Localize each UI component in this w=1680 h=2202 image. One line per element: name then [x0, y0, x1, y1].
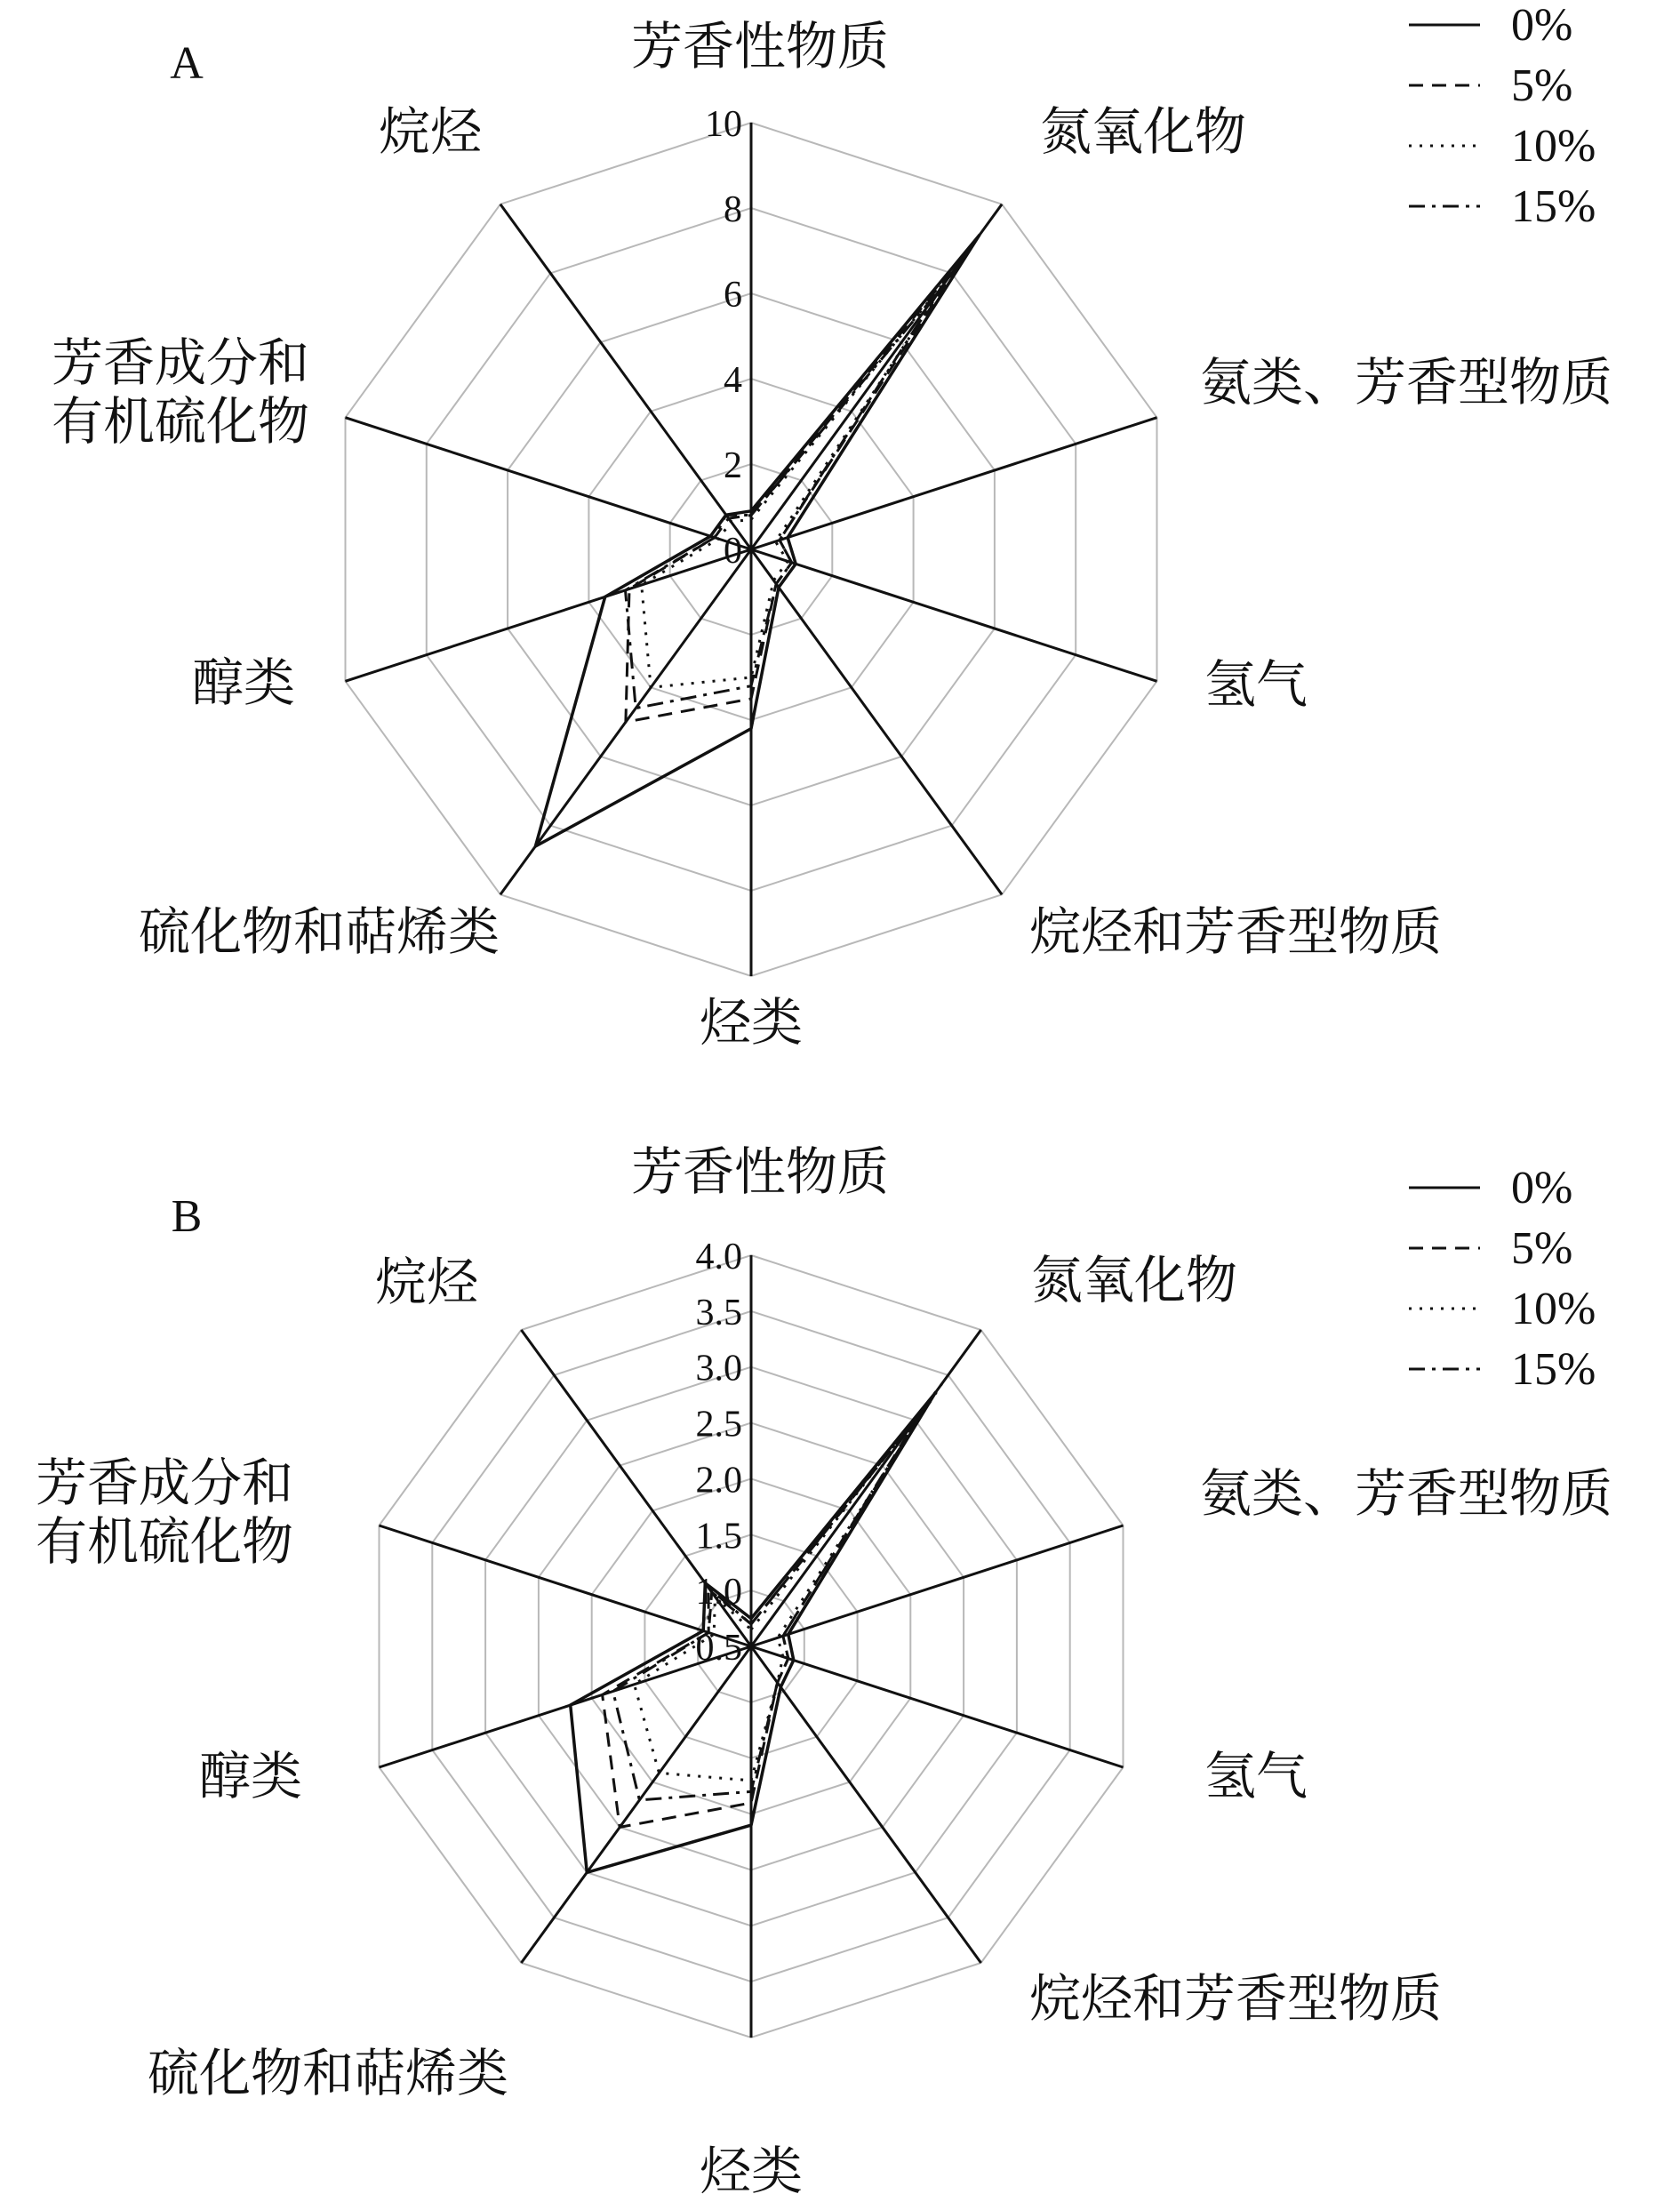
axis-label	[700, 2141, 803, 2198]
axis-label	[631, 16, 889, 76]
panel-letter: A	[170, 38, 204, 89]
axis-label	[192, 653, 295, 713]
axis-label	[1204, 654, 1308, 715]
axis-label-line: 氨类、芳香型物质	[1200, 1463, 1613, 1524]
tick-label: 6	[724, 275, 742, 316]
axis-label	[1200, 1463, 1612, 1524]
axis-spoke	[751, 1525, 1124, 1646]
axis-label	[139, 901, 500, 962]
axis-label	[379, 101, 483, 162]
axis-label	[36, 1453, 293, 1572]
legend-label: 0%	[1511, 0, 1573, 51]
axis-spoke	[346, 549, 752, 681]
axis-spoke	[346, 418, 752, 549]
axis-label-line: 氢气	[1204, 654, 1308, 715]
tick-label: 8	[724, 189, 742, 230]
tick-label: 2	[724, 445, 742, 486]
axis-label-line: 芳香成分和	[35, 1453, 293, 1513]
radar-chart-b	[36, 1141, 1612, 2198]
axis-label-line: 烷烃	[374, 1252, 478, 1312]
axis-label	[199, 1746, 302, 1806]
axis-label-line: 氮氧化物	[1040, 101, 1247, 162]
axis-label	[1040, 101, 1246, 162]
axis-label-line: 烃类	[699, 2141, 804, 2198]
axis-label	[700, 992, 803, 1053]
tick-label: 2.0	[695, 1460, 742, 1501]
legend-label: 15%	[1511, 1344, 1596, 1395]
axis-label-line: 硫化物和萜烯类	[147, 2043, 508, 2103]
axis-label	[1204, 1746, 1308, 1806]
axis-label-line: 醇类	[191, 653, 295, 713]
axis-label	[148, 2043, 508, 2103]
axis-label-line: 烷烃和芳香型物质	[1029, 1968, 1443, 2029]
axis-label-line: 氢气	[1204, 1746, 1308, 1806]
axis-label	[1029, 901, 1442, 962]
axis-label-line: 氨类、芳香型物质	[1200, 352, 1613, 412]
panel-letter: B	[171, 1191, 203, 1242]
tick-label: 0.5	[695, 1628, 742, 1669]
legend-label: 0%	[1511, 1163, 1573, 1213]
tick-label: 3.5	[695, 1292, 742, 1333]
axis-spoke	[751, 549, 1157, 681]
axis-label-line: 硫化物和萜烯类	[138, 901, 500, 962]
axis-label-line: 有机硫化物	[35, 1511, 293, 1572]
axis-label-line: 烷烃	[378, 101, 482, 162]
axis-label-line: 有机硫化物	[51, 391, 309, 452]
tick-label: 4.0	[695, 1237, 742, 1277]
axis-label-line: 芳香成分和	[51, 332, 309, 393]
axis-label	[375, 1252, 479, 1312]
axis-label	[1200, 352, 1612, 412]
tick-label: 0	[724, 531, 742, 572]
axis-label	[631, 1141, 889, 1202]
legend-label: 10%	[1511, 1284, 1596, 1334]
axis-label-line: 芳香性物质	[630, 1141, 890, 1202]
axis-label-line: 氮氧化物	[1031, 1250, 1238, 1310]
legend-label: 10%	[1511, 121, 1596, 172]
axis-label-line: 烷烃和芳香型物质	[1029, 901, 1443, 962]
tick-label: 2.5	[695, 1404, 742, 1445]
legend-label: 5%	[1511, 60, 1573, 111]
axis-spoke	[751, 549, 1002, 894]
series-line-5pct	[603, 1412, 923, 1828]
tick-label: 1.0	[695, 1572, 742, 1613]
axis-label	[52, 332, 309, 452]
axis-spoke	[751, 1646, 1124, 1767]
tick-label: 3.0	[695, 1348, 742, 1389]
axis-label-line: 芳香性物质	[630, 16, 890, 76]
legend-label: 15%	[1511, 181, 1596, 232]
axis-label-line: 烃类	[699, 992, 804, 1053]
tick-label: 4	[724, 360, 742, 401]
radar-chart-a	[52, 0, 1612, 1053]
axis-spoke	[500, 204, 751, 549]
series-line-10pct	[635, 1384, 942, 1781]
tick-label: 10	[705, 104, 742, 145]
axis-label	[1029, 1968, 1442, 2029]
legend-label: 5%	[1511, 1223, 1573, 1274]
tick-label: 1.5	[695, 1516, 742, 1557]
axis-label-line: 醇类	[198, 1746, 302, 1806]
axis-label	[1031, 1250, 1237, 1310]
